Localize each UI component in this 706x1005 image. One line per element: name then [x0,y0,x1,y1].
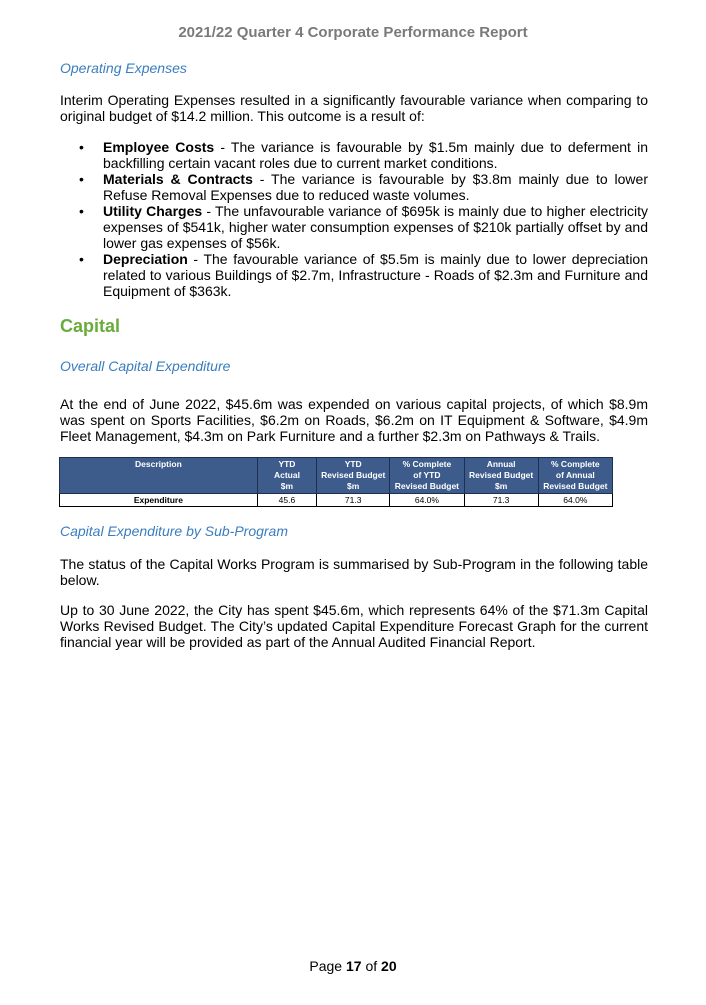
overall-capital-heading [60,358,648,376]
bullet-term: Materials & Contracts [103,171,253,187]
list-item [79,139,648,171]
bullet-text: - The favourable variance of $5.5m is mainly due to lower depreciation related to various Buildings of $2.7m, Infrastructure - Roads of $2.3m and Furniture and Equipment of $363k. [103,251,648,299]
operating-expenses-list [60,139,648,299]
table-header-row [60,458,613,494]
bullet-icon: • [79,251,84,267]
subprogram-heading [60,523,648,541]
list-item [79,203,648,251]
operating-intro-text: Interim Operating Expenses resulted in a significantly favourable variance when comparing to original budget of $14.2 million. This outcome is a result of: [60,92,648,124]
col-header-annual-revised-budget: Annual Revised Budget $m [464,458,538,494]
capital-title-text: Capital [60,316,121,336]
page-label: Page [309,958,346,974]
cell-description: Expenditure [60,494,258,507]
operating-expenses-heading [60,60,648,78]
bullet-icon: • [79,203,84,219]
bullet-icon: • [79,171,84,187]
list-item [79,251,648,299]
bullet-text: - The variance is favourable by $1.5m mainly due to deferment in backfilling certain vacant roles due to current market conditions. [103,139,648,171]
subprogram-text-1: The status of the Capital Works Program is summarised by Sub-Program in the following table below. [60,556,648,588]
page-footer [0,958,706,974]
col-header-pct-complete-ytd: % Complete of YTD Revised Budget [390,458,464,494]
col-header-pct-complete-annual: % Complete of Annual Revised Budget [538,458,612,494]
cell-pct-complete-ytd: 64.0% [390,494,464,507]
table-row [60,494,613,507]
col-header-ytd-actual: YTD Actual $m [257,458,316,494]
col-header-ytd-revised-budget: YTD Revised Budget $m [317,458,390,494]
subprogram-paragraph-1 [60,556,648,588]
overall-capital-heading-text: Overall Capital Expenditure [60,358,231,374]
cell-pct-complete-annual: 64.0% [538,494,612,507]
overall-capital-paragraph [60,396,648,444]
bullet-text: - The variance is favourable by $3.8m mainly due to lower Refuse Removal Expenses due to reduced waste volumes. [103,171,648,203]
cell-ytd-actual: 45.6 [257,494,316,507]
list-item [79,171,648,203]
cell-annual-revised-budget: 71.3 [464,494,538,507]
bullet-icon: • [79,139,84,155]
report-header: 2021/22 Quarter 4 Corporate Performance Report [178,24,528,41]
operating-expenses-heading-text: Operating Expenses [60,60,187,76]
cell-ytd-revised-budget: 71.3 [317,494,390,507]
operating-bullet-list [60,139,648,299]
operating-expenses-intro [60,92,648,124]
overall-capital-text: At the end of June 2022, $45.6m was expended on various capital projects, of which $8.9m was spent on Sports Facilities, $6.2m on Roads, $6.2m on IT Equipment & Software, $4.9m Fleet Management, $4.3m on Park Furniture and a further $2.3m on Pathways & Trails. [60,396,648,444]
subprogram-heading-text: Capital Expenditure by Sub-Program [60,523,289,539]
subprogram-text-2: Up to 30 June 2022, the City has spent $45.6m, which represents 64% of the $71.3m Capital Works Revised Budget. The City’s updated Capital Expenditure Forecast Graph for the current financial year will be provided as part of the Annual Audited Financial Report. [60,602,648,650]
capital-section-title [60,316,648,337]
bullet-text: - The unfavourable variance of $695k is mainly due to higher electricity expenses of $541k, higher water consumption expenses of $210k partially offset by and lower gas expenses of $56k. [103,203,648,251]
bullet-term: Employee Costs [103,139,215,155]
page-of-label: of [361,958,382,974]
col-header-description: Description [60,458,258,494]
bullet-term: Utility Charges [103,203,203,219]
subprogram-paragraph-2 [60,602,648,650]
capital-expenditure-table [59,457,613,507]
page-total: 20 [381,958,397,974]
bullet-term: Depreciation [103,251,188,267]
page-number: 17 [345,958,362,974]
